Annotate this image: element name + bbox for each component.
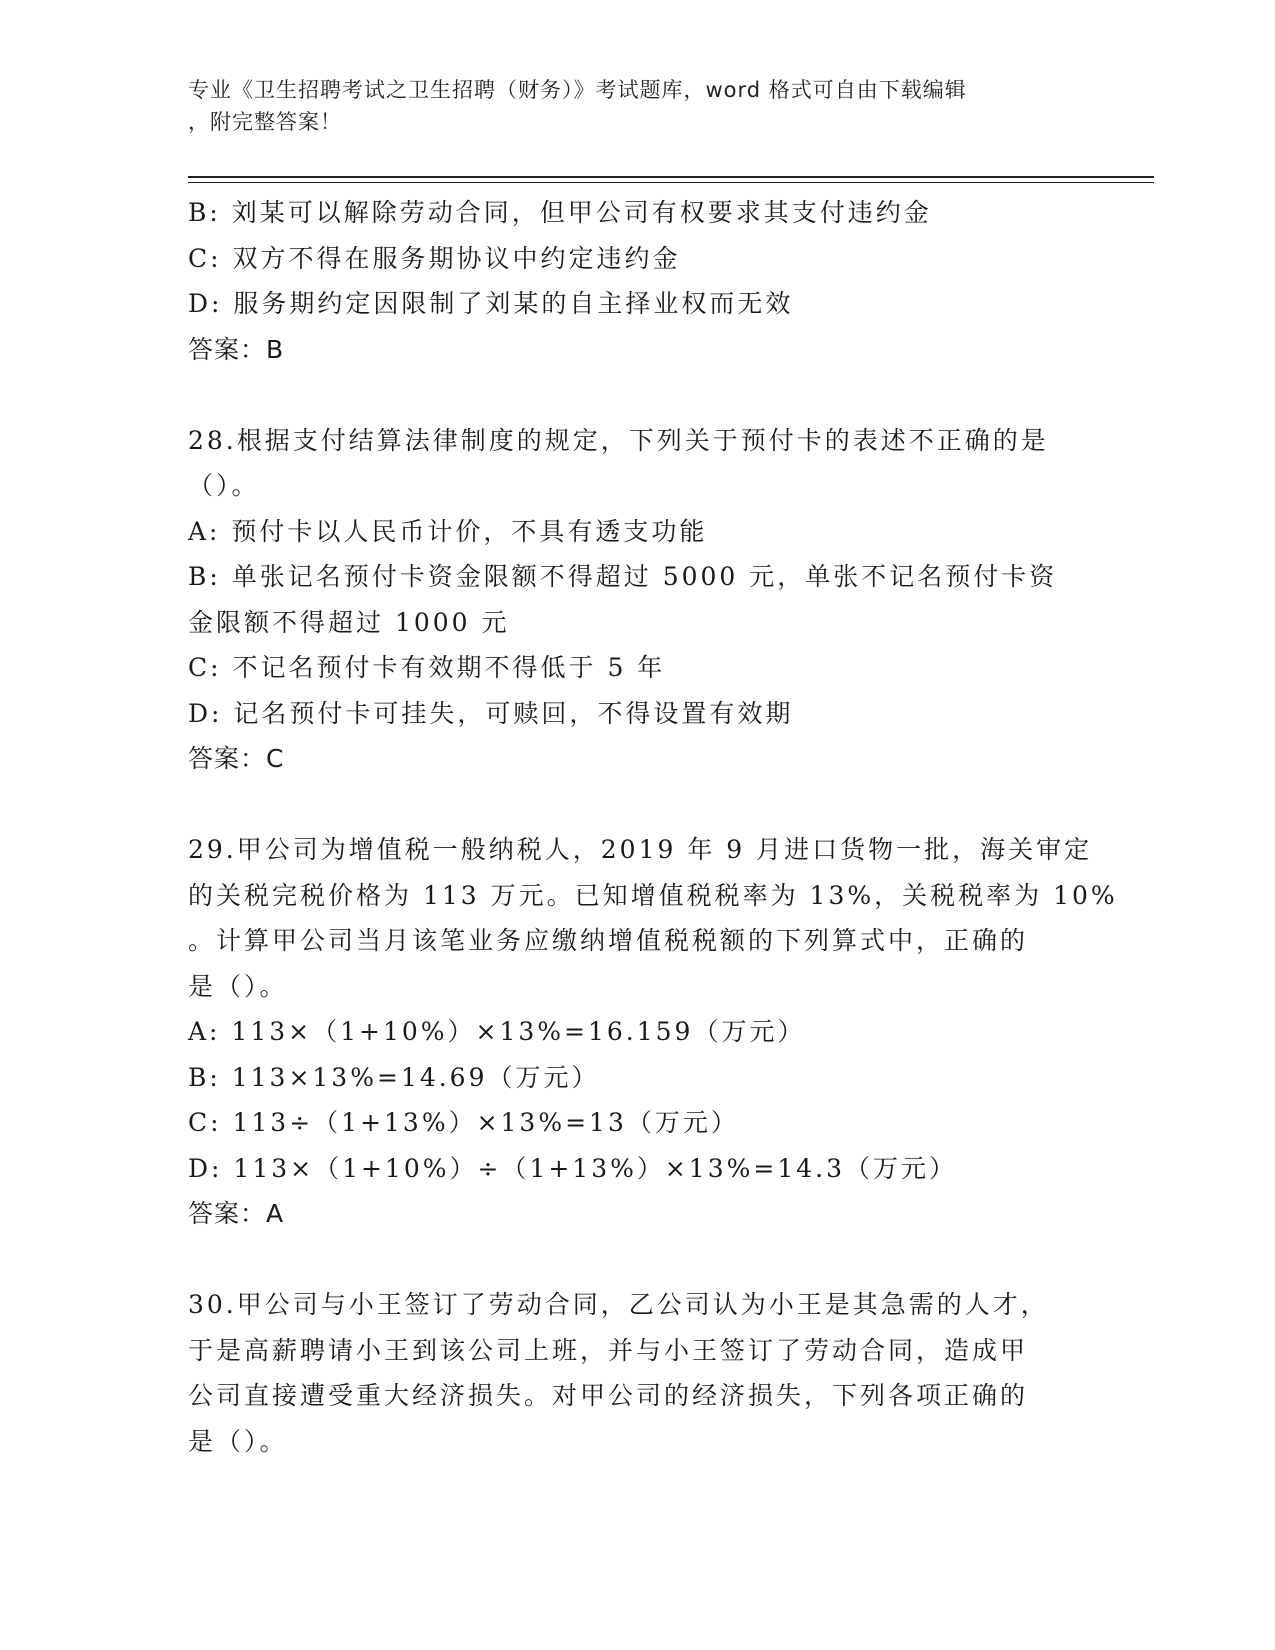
header-divider-thick [188, 176, 1154, 178]
header-divider-thin [188, 182, 1154, 183]
question-27 [188, 190, 1088, 372]
question-stem: 的关税完税价格为 113 万元。已知增值税税率为 13%，关税税率为 10% [188, 880, 1118, 910]
option-d: D: 113×（1+10%）÷（1+13%）×13%=14.3（万元） [188, 1153, 957, 1183]
option-b-continued: 金限额不得超过 1000 元 [188, 607, 510, 637]
answer: 答案：A [188, 1199, 285, 1228]
question-stem: 公司直接遭受重大经济损失。对甲公司的经济损失，下列各项正确的 [188, 1381, 1029, 1410]
question-stem: 30.甲公司与小王签订了劳动合同，乙公司认为小王是其急需的人才， [188, 1290, 1049, 1319]
question-29 [188, 827, 1118, 1237]
header-line-2: ，附完整答案！ [188, 110, 342, 134]
question-stem: 是（）。 [188, 971, 288, 1001]
option-b: B: 113×13%=14.69（万元） [188, 1062, 600, 1092]
option-b: B: 单张记名预付卡资金限额不得超过 5000 元，单张不记名预付卡资 [188, 562, 1058, 591]
question-stem: 。计算甲公司当月该笔业务应缴纳增值税税额的下列算式中，正确的 [188, 926, 1029, 955]
question-stem: （）。 [188, 471, 260, 500]
option-c: C: 双方不得在服务期协议中约定违约金 [188, 243, 681, 273]
option-c: C: 不记名预付卡有效期不得低于 5 年 [188, 653, 666, 682]
spacer [188, 1237, 1088, 1283]
question-30 [188, 1282, 1088, 1464]
answer: 答案：B [188, 334, 285, 364]
header-line-1: 专业《卫生招聘考试之卫生招聘（财务）》考试题库，word 格式可自由下载编辑 [188, 78, 967, 102]
option-a: A: 113×（1+10%）×13%=16.159（万元） [188, 1017, 806, 1046]
option-b: B: 刘某可以解除劳动合同，但甲公司有权要求其支付违约金 [188, 198, 932, 227]
option-d: D: 服务期约定因限制了刘某的自主择业权而无效 [188, 289, 794, 318]
question-stem: 28.根据支付结算法律制度的规定，下列关于预付卡的表述不正确的是 [188, 425, 1049, 455]
question-stem: 29.甲公司为增值税一般纳税人，2019 年 9 月进口货物一批，海关审定 [188, 835, 1093, 864]
spacer [188, 782, 1088, 828]
question-28 [188, 418, 1088, 782]
option-a: A: 预付卡以人民币计价，不具有透支功能 [188, 516, 708, 546]
answer: 答案：C [188, 744, 285, 773]
question-content [188, 190, 1118, 1464]
spacer [188, 372, 1088, 418]
question-stem: 于是高薪聘请小王到该公司上班，并与小王签订了劳动合同，造成甲 [188, 1335, 1029, 1365]
question-stem: 是（）。 [188, 1426, 288, 1456]
option-c: C: 113÷（1+13%）×13%=13（万元） [188, 1108, 739, 1137]
option-d: D: 记名预付卡可挂失，可赎回，不得设置有效期 [188, 698, 794, 728]
page-header [188, 74, 1068, 138]
